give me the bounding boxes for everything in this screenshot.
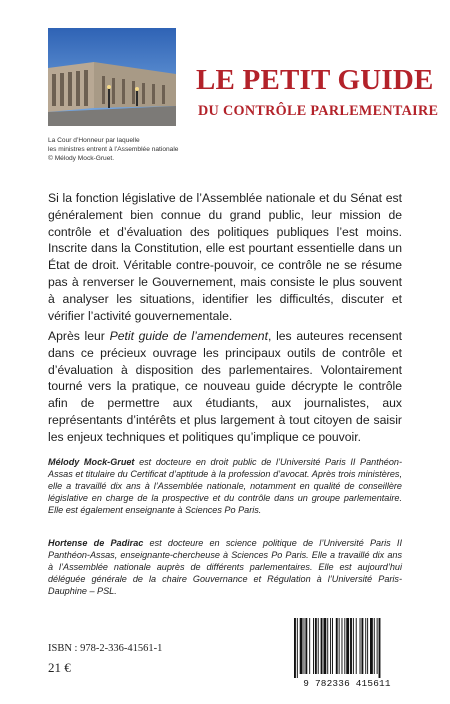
barcode-bar xyxy=(332,618,333,674)
barcode-bar xyxy=(353,618,354,674)
para2-text-start: Après leur xyxy=(48,329,110,343)
isbn-number: ISBN : 978-2-336-41561-1 xyxy=(48,643,163,654)
book-title: LE PETIT GUIDE xyxy=(196,64,434,96)
barcode-bar xyxy=(304,618,305,674)
barcode-bar xyxy=(313,618,314,674)
para2-text-end: , les auteures recensent dans ce précieux ouvrage les principaux outils de contrôle et d’évaluation à disposition des parlementaires. Volontairement tourné vers la pratique, ce nouveau guide décrypte le contrôle afin de permettre aux étudiants, aux journalistes, aux représentants d’intérêts et plus largement à tout citoyen de saisir les enjeux techniques et politiques qu’implique ce pouvoir. xyxy=(48,329,402,444)
barcode-bar xyxy=(330,618,331,674)
barcode-bar xyxy=(336,618,338,674)
barcode-bar xyxy=(294,618,296,678)
barcode-bar xyxy=(297,618,298,678)
barcode-bar xyxy=(379,618,381,678)
barcode-bar xyxy=(367,618,368,674)
barcode-bar xyxy=(361,618,363,674)
barcode-bar xyxy=(342,618,343,674)
barcode-bar xyxy=(339,618,340,674)
author-bio-mock-gruet xyxy=(48,456,402,516)
author-bio-text: est docteure en science politique de l’Université Paris II Panthéon-Assas, enseignante-chercheuse à Sciences Po Paris. Elle a travaillé dix ans à l’Assemblée nationale auprès de différents parlementaires. Elle est aujourd’hui déléguée générale de la chaire Gouvernance et Régulation à l’Université Paris-Dauphine – PSL. xyxy=(48,538,402,596)
barcode-bar xyxy=(365,618,366,674)
barcode-bar xyxy=(300,618,303,674)
photo-caption xyxy=(48,136,188,163)
author-name: Mélody Mock-Gruet xyxy=(48,457,135,467)
price: 21 € xyxy=(48,660,71,675)
book-subtitle: DU CONTRÔLE PARLEMENTAIRE xyxy=(198,103,439,119)
barcode-bar xyxy=(356,618,357,674)
barcode-bar xyxy=(309,618,310,674)
barcode-bar xyxy=(374,618,375,674)
caption-line: les ministres entrent à l’Assemblée nationale xyxy=(48,146,179,153)
summary-paragraph-2 xyxy=(48,328,402,446)
barcode-bar xyxy=(318,618,319,674)
barcode-bar xyxy=(350,618,352,674)
author-name: Hortense de Padirac xyxy=(48,538,144,548)
barcode-bar xyxy=(321,618,323,674)
cover-photo-cour-d-honneur xyxy=(48,28,176,126)
caption-line: La Cour d’Honneur par laquelle xyxy=(48,137,140,144)
barcode-bar xyxy=(305,618,307,674)
barcode-bar xyxy=(377,618,378,674)
barcode-bar xyxy=(346,618,349,674)
barcode-bar xyxy=(323,618,326,674)
barcode-bar xyxy=(360,618,361,674)
author-bio-de-padirac xyxy=(48,537,402,597)
summary-paragraph-1: Si la fonction législative de l’Assemblée nationale et du Sénat est généralement bien connue du grand public, leur mission de contrôle et d’évaluation des politiques publiques l’est moins. Inscrite dans la Constitution, elle est pourtant essentielle dans un État de droit. Véritable contre-pouvoir, ce contrôle ne se résume pas à renverser le Gouvernement, mais consiste le plus souvent à analyser les situations, identifier les difficultés, discuter et vérifier l’activité gouvernementale. xyxy=(48,191,402,323)
barcode-digits: 9 782336 415611 xyxy=(303,678,391,689)
barcode-bars-icon xyxy=(288,616,406,678)
barcode xyxy=(288,616,406,690)
barcode-bar xyxy=(344,618,345,674)
previous-book-title: Petit guide de l’amendement xyxy=(109,329,268,343)
barcode-bar xyxy=(315,618,317,674)
author-bio-text: est docteure en droit public de l’Université Paris II Panthéon-Assas et titulaire du Certificat d’aptitude à la profession d’avocat. Après trois ministères, elle a travaillé dix ans à l’Assemblée nationale, notamment en qualité de conseillère législative en charge de la prospective et du contrôle dans un groupe parlementaire. Elle est également enseignante à Sciences Po Paris. xyxy=(48,457,402,515)
caption-line: © Mélody Mock-Gruet. xyxy=(48,155,115,162)
barcode-bar xyxy=(370,618,373,674)
barcode-bar xyxy=(327,618,328,674)
